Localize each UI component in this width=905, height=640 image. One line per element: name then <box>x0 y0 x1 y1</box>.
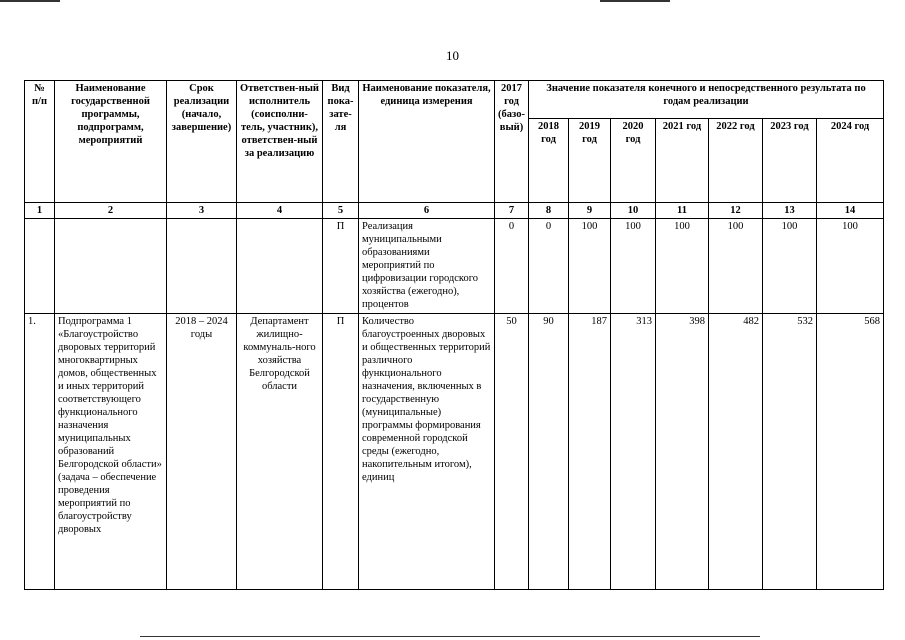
header-2020: 2020 год <box>611 119 656 203</box>
program-table <box>24 80 884 590</box>
header-indicator: Наименование показателя, единица измерения <box>359 81 495 203</box>
table-row <box>25 314 884 590</box>
col-index: 5 <box>323 203 359 219</box>
row-base: 50 <box>495 314 529 590</box>
header-2024: 2024 год <box>817 119 884 203</box>
header-2021: 2021 год <box>656 119 709 203</box>
page-number: 10 <box>446 48 459 63</box>
row-2018: 90 <box>529 314 569 590</box>
row-name: Подпрограмма 1 «Благоустройство дворовых территорий многоквартирных домов, общественных и иных территорий соответствующего функционального назначения муниципальных образований Белгородской области» (задача – обеспечение проведения мероприятий по благоустройству дворовых <box>55 314 167 590</box>
row-2023: 532 <box>763 314 817 590</box>
scan-edge-bottom <box>140 636 760 637</box>
header-row-1 <box>25 81 884 119</box>
row-2022: 100 <box>709 219 763 314</box>
col-index: 10 <box>611 203 656 219</box>
row-2018: 0 <box>529 219 569 314</box>
row-2020: 100 <box>611 219 656 314</box>
row-2024: 568 <box>817 314 884 590</box>
row-kind: П <box>323 314 359 590</box>
row-2020: 313 <box>611 314 656 590</box>
column-index-row <box>25 203 884 219</box>
col-index: 3 <box>167 203 237 219</box>
header-base-year: 2017 год (базо-вый) <box>495 81 529 203</box>
header-name: Наименование государственной программы, подпрограмм, мероприятий <box>55 81 167 203</box>
header-2018: 2018 год <box>529 119 569 203</box>
row-2019: 100 <box>569 219 611 314</box>
scan-edge-top-left <box>0 0 60 2</box>
col-index: 7 <box>495 203 529 219</box>
col-index: 14 <box>817 203 884 219</box>
col-index: 4 <box>237 203 323 219</box>
table-row <box>25 219 884 314</box>
row-name <box>55 219 167 314</box>
col-index: 6 <box>359 203 495 219</box>
row-indicator: Количество благоустроенных дворовых и общественных территорий различного функционального назначения, включенных в государственную (муниципальные) программы формирования современной городской среды (ежегодно, накопительным итогом), единиц <box>359 314 495 590</box>
header-responsible: Ответствен-ный исполнитель (соисполни-тель, участник), ответствен-ный за реализацию <box>237 81 323 203</box>
row-responsible <box>237 219 323 314</box>
row-responsible: Департамент жилищно-коммуналь-ного хозяйства Белгородской области <box>237 314 323 590</box>
col-index: 1 <box>25 203 55 219</box>
row-num: 1. <box>25 314 55 590</box>
header-values-group: Значение показателя конечного и непосредственного результата по годам реализации <box>529 81 884 119</box>
col-index: 11 <box>656 203 709 219</box>
col-index: 8 <box>529 203 569 219</box>
row-2022: 482 <box>709 314 763 590</box>
row-term: 2018 – 2024 годы <box>167 314 237 590</box>
row-kind: П <box>323 219 359 314</box>
header-term: Срок реализации (начало, завершение) <box>167 81 237 203</box>
header-num: № п/п <box>25 81 55 203</box>
col-index: 12 <box>709 203 763 219</box>
scan-edge-top-right <box>600 0 670 2</box>
row-2021: 100 <box>656 219 709 314</box>
col-index: 9 <box>569 203 611 219</box>
header-2023: 2023 год <box>763 119 817 203</box>
row-2021: 398 <box>656 314 709 590</box>
header-kind: Вид пока-зате-ля <box>323 81 359 203</box>
row-2019: 187 <box>569 314 611 590</box>
header-2022: 2022 год <box>709 119 763 203</box>
row-indicator: Реализация муниципальными образованиями мероприятий по цифровизации городского хозяйства (ежегодно), процентов <box>359 219 495 314</box>
col-index: 2 <box>55 203 167 219</box>
row-base: 0 <box>495 219 529 314</box>
row-2023: 100 <box>763 219 817 314</box>
row-num <box>25 219 55 314</box>
col-index: 13 <box>763 203 817 219</box>
header-2019: 2019 год <box>569 119 611 203</box>
row-term <box>167 219 237 314</box>
row-2024: 100 <box>817 219 884 314</box>
